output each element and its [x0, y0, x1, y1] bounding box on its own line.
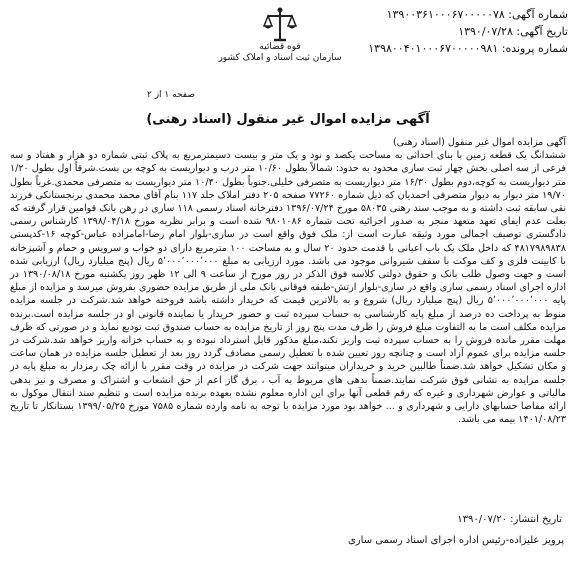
emblem-icon	[263, 6, 297, 42]
page-number: صفحه ۱ از ۲	[147, 90, 195, 100]
seal-org-top: قوه قضائیه	[259, 42, 301, 52]
notice-title: آگهی مزایده اموال غیر منقول (اسناد رهنی)	[146, 112, 430, 127]
publish-date: تاریخ انتشار: ۱۳۹۰/۰۷/۲۰	[457, 514, 562, 525]
signature: پرویز علیزاده-رئیس اداره اجرای اسناد رسمی ساری	[347, 535, 564, 546]
file-number: شماره پرونده: ۱۳۹۸۰۰۴۰۱۰۰۰۶۷۰۰۰۰۰۹۸۱	[368, 42, 568, 55]
seal-org-name: سازمان ثبت اسناد و املاک کشور	[218, 53, 342, 63]
notice-date: تاریخ آگهی: ۱۳۹۰/۰۷/۲۸	[458, 25, 568, 38]
notice-body	[10, 136, 566, 426]
judiciary-seal	[205, 6, 355, 72]
notice-number: شماره آگهی: ۱۳۹۰۰۳۶۱۰۰۰۶۷۰۰۰۰۰۷۸	[386, 8, 568, 21]
body-subtitle: آگهی مزایده اموال غیر منقول (اسناد رهنی)	[392, 137, 566, 148]
body-text: ششدانگ یک قطعه زمین با بنای احداثی به مساحت یکصد و نود و یک متر و بیست دسیمترمربع به پلاک ثبتی شماره دو هزار و هفتاد و سه فرعی از سه اصلی بخش چهار ثبت ساری محدود به حدود: شمالاً بطول ۱۰/۶۰ متر درب و دیواریست به کوچه بن بست.شرقاً اول بطول ۱/۲۰ متر دیواریست به کوچه،دوم بطول ۱۶/۳۰ متر دیواریست به متصرفی خلیلی.جنوباً بطول ۱۰/۴۰ متر دیواریست به متصرفی محمدی.غرباً بطول ۱۹/۷۰ متر دیوار به دیوار متصرفی احمدیان که ذیل شماره ۷۷۲۶۰ صفحه ۲۰۵ دفتر املاک جلد ۱۱۷ بنام آقای محمد محمدی برنجستانکی فرزند نقی سابقه ثبت داشته و به موجب سند رهنی ۵۸۰۳۵ مورخ ۱۳۹۶/۰۷/۲۴ دفترخانه اسناد رسمی ۱۱۸ ساری در رهن بانک قوامین قرار گرفته که بعلت عدم ایفای تعهد متعهد منجر به صدور اجرائیه تحت شماره ۹۸۰۱۰۸۶ شده است و برابر نظریه مورخ ۱۳۹۸/۰۴/۱۸ کارشناس رسمی دادگستری توصیف اجمالی مورد وثیقه عبارت است از: ملک فوق واقع است در ساری-بلوار امام رضا-امامزاده عباس-کوچه ۱۶-کدپستی ۴۸۱۷۹۸۹۸۳۸ که داخل ملک یک باب اعیانی با قدمت حدود ۲۰ سال و به مساحت ۱۰۰ مترمربع دارای دو خواب و سرویس و حمام و آشپزخانه با کابینت فلزی و کف موکت با سقف شیروانی موجود می باشد. مورد ارزیابی به مبلغ ۵٬۰۰۰٬۰۰۰٬۰۰۰ ریال (پنج میلیارد ریال) ارزیابی شده است و جهت وصول طلب بانک و حقوق دولتی کلاسه فوق الذکر در روز مورخ از ساعت ۹ الی ۱۲ ظهر روز یکشنبه مورخ ۱۳۹۰/۰۸/۱۸ در اداره اجرای اسناد رسمی ساری واقع در ساری-بلوار ارتش-طبقه فوقانی بانک ملی از طریق مزایده حضوری بفروش میرسد و مزایده از مبلغ پایه ۵٬۰۰۰٬۰۰۰٬۰۰۰ ریال (پنج میلیارد ریال) شروع و به بالاترین قیمت که خریدار داشته باشد فروخته خواهد شد.شرکت در جلسه مزایده منوط به پرداخت ده درصد از مبلغ پایه کارشناسی به حساب سپرده ثبت و حضور خریدار یا نماینده قانونی او در جلسه مزایده است.برنده مزایده مکلف است ما به التفاوت مبلغ فروش را ظرف مدت پنج روز از تاریخ مزایده به حساب صندوق ثبت تودیع نماید و در صورتی که ظرف مهلت مقرر مانده فروش را به حساب سپرده ثبت واریز نکند،مبلغ مذکور قابل استرداد نبوده و به حساب خزانه واریز خواهد شد.شرکت در جلسه مزایده برای عموم آزاد است و چنانچه روز تعیین شده با تعطیل رسمی مصادف گردد روز بعد از تعطیل جلسه مزایده در همان ساعت و مکان تشکیل خواهد شد.ضمناً طالبین خرید و خریداران میتوانند جهت شرکت در مزایده در وقت مقرر با ارائه چک رمزدار به مبلغ پایه در جلسه مزایده به نشانی فوق شرکت نمایند.ضمناً بدهی های مربوط به آب ، برق گاز اعم از حق انشعاب و اشتراک و مصرف و نیز بدهی مالیاتی و عوارض شهرداری و غیره که رقم قطعی آنها برای این اداره معلوم نشده بعهده برنده مزایده است و تنظیم سند انتقال موکول به ارائه مفاصا حسابهای دارایی و شهرداری و ... خواهد بود مورد مزایده با توجه به نامه وارده شماره ۷۵۸۵ مورخ ۱۳۹۹/۰۵/۲۵ بستانکار تا تاریخ ۱۴۰۱/۰۸/۲۳ بیمه می باشد.	[10, 150, 567, 426]
